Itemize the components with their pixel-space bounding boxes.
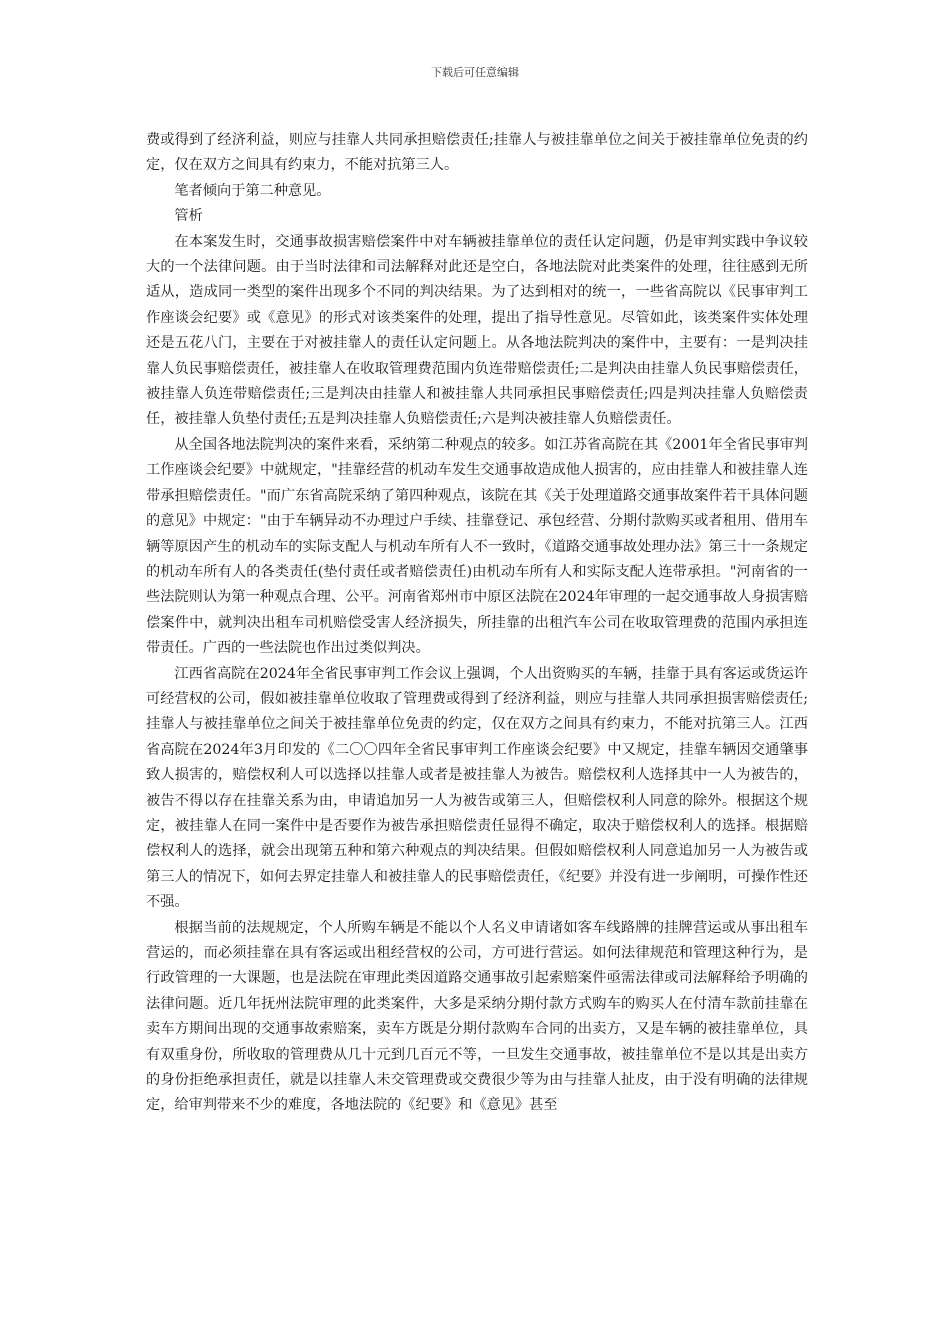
document-body: [146, 128, 808, 1119]
paragraph: 江西省高院在2024年全省民事审判工作会议上强调，个人出资购买的车辆，挂靠于具有客运或货运许可经营权的公司，假如被挂靠单位收取了管理费或得到了经济利益，则应与挂靠人共同承担损害赔偿责任;挂靠人与被挂靠单位之间关于被挂靠单位免责的约定，仅在双方之间具有约束力，不能对抗第三人。江西省高院在2024年3月印发的《二〇〇四年全省民事审判工作座谈会纪要》中又规定，挂靠车辆因交通肇事致人损害的，赔偿权利人可以选择以挂靠人或者是被挂靠人为被告。赔偿权利人选择其中一人为被告的，被告不得以存在挂靠关系为由，申请追加另一人为被告或第三人，但赔偿权利人同意的除外。根据这个规定，被挂靠人在同一案件中是否要作为被告承担赔偿责任显得不确定，取决于赔偿权利人的选择。根据赔偿权利人的选择，就会出现第五种和第六种观点的判决结果。但假如赔偿权利人同意追加另一人为被告或第三人的情况下，如何去界定挂靠人和被挂靠人的民事赔偿责任，《纪要》并没有进一步阐明，可操作性还不强。: [146, 665, 808, 911]
paragraph: 笔者倾向于第二种意见。: [174, 182, 331, 199]
paragraph: 费或得到了经济利益，则应与挂靠人共同承担赔偿责任;挂靠人与被挂靠单位之间关于被挂靠单位免责的约定，仅在双方之间具有约束力，不能对抗第三人。: [146, 132, 808, 174]
paragraph: 从全国各地法院判决的案件来看，采纳第二种观点的较多。如江苏省高院在其《2001年全省民事审判工作座谈会纪要》中就规定，"挂靠经营的机动车发生交通事故造成他人损害的，应由挂靠人和被挂靠人连带承担赔偿责任。"而广东省高院采纳了第四种观点，该院在其《关于处理道路交通事故案件若干具体问题的意见》中规定："由于车辆异动不办理过户手续、挂靠登记、承包经营、分期付款购买或者租用、借用车辆等原因产生的机动车的实际支配人与机动车所有人不一致时，《道路交通事故处理办法》第三十一条规定的机动车所有人的各类责任(垫付责任或者赔偿责任)由机动车所有人和实际支配人连带承担。"河南省的一些法院则认为第一种观点合理、公平。河南省郑州市中原区法院在2024年审理的一起交通事故人身损害赔偿案件中，就判决出租车司机赔偿受害人经济损失，所挂靠的出租汽车公司在收取管理费的范围内承担连带责任。广西的一些法院也作出过类似判决。: [146, 436, 808, 657]
page-header: 下载后可任意编辑: [431, 66, 519, 79]
section-heading: 管析: [174, 208, 203, 225]
paragraph: 根据当前的法规规定，个人所购车辆是不能以个人名义申请诸如客车线路牌的挂牌营运或从事出租车营运的，而必须挂靠在具有客运或出租经营权的公司，方可进行营运。如何法律规范和管理这种行为，是行政管理的一大课题，也是法院在审理此类因道路交通事故引起索赔案件亟需法律或司法解释给予明确的法律问题。近几年抚州法院审理的此类案件，大多是采纳分期付款方式购车的购买人在付清车款前挂靠在卖车方期间出现的交通事故索赔案，卖车方既是分期付款购车合同的出卖方，又是车辆的被挂靠单位，具有双重身份，所收取的管理费从几十元到几百元不等，一旦发生交通事故，被挂靠单位不是以其是出卖方的身份拒绝承担责任，就是以挂靠人未交管理费或交费很少等为由与挂靠人扯皮，由于没有明确的法律规定，给审判带来不少的难度，各地法院的《纪要》和《意见》甚至: [146, 919, 808, 1114]
paragraph: 在本案发生时，交通事故损害赔偿案件中对车辆被挂靠单位的责任认定问题，仍是审判实践中争议较大的一个法律问题。由于当时法律和司法解释对此还是空白，各地法院对此类案件的处理，往往感到无所适从，造成同一类型的案件出现多个不同的判决结果。为了达到相对的统一，一些省高院以《民事审判工作座谈会纪要》或《意见》的形式对该类案件的处理，提出了指导性意见。尽管如此，该类案件实体处理还是五花八门，主要在于对被挂靠人的责任认定问题上。从各地法院判决的案件中，主要有：一是判决挂靠人负民事赔偿责任，被挂靠人在收取管理费范围内负连带赔偿责任;二是判决由挂靠人负民事赔偿责任，被挂靠人负连带赔偿责任;三是判决由挂靠人和被挂靠人共同承担民事赔偿责任;四是判决挂靠人负赔偿责任，被挂靠人负垫付责任;五是判决挂靠人负赔偿责任;六是判决被挂靠人负赔偿责任。: [146, 233, 808, 428]
